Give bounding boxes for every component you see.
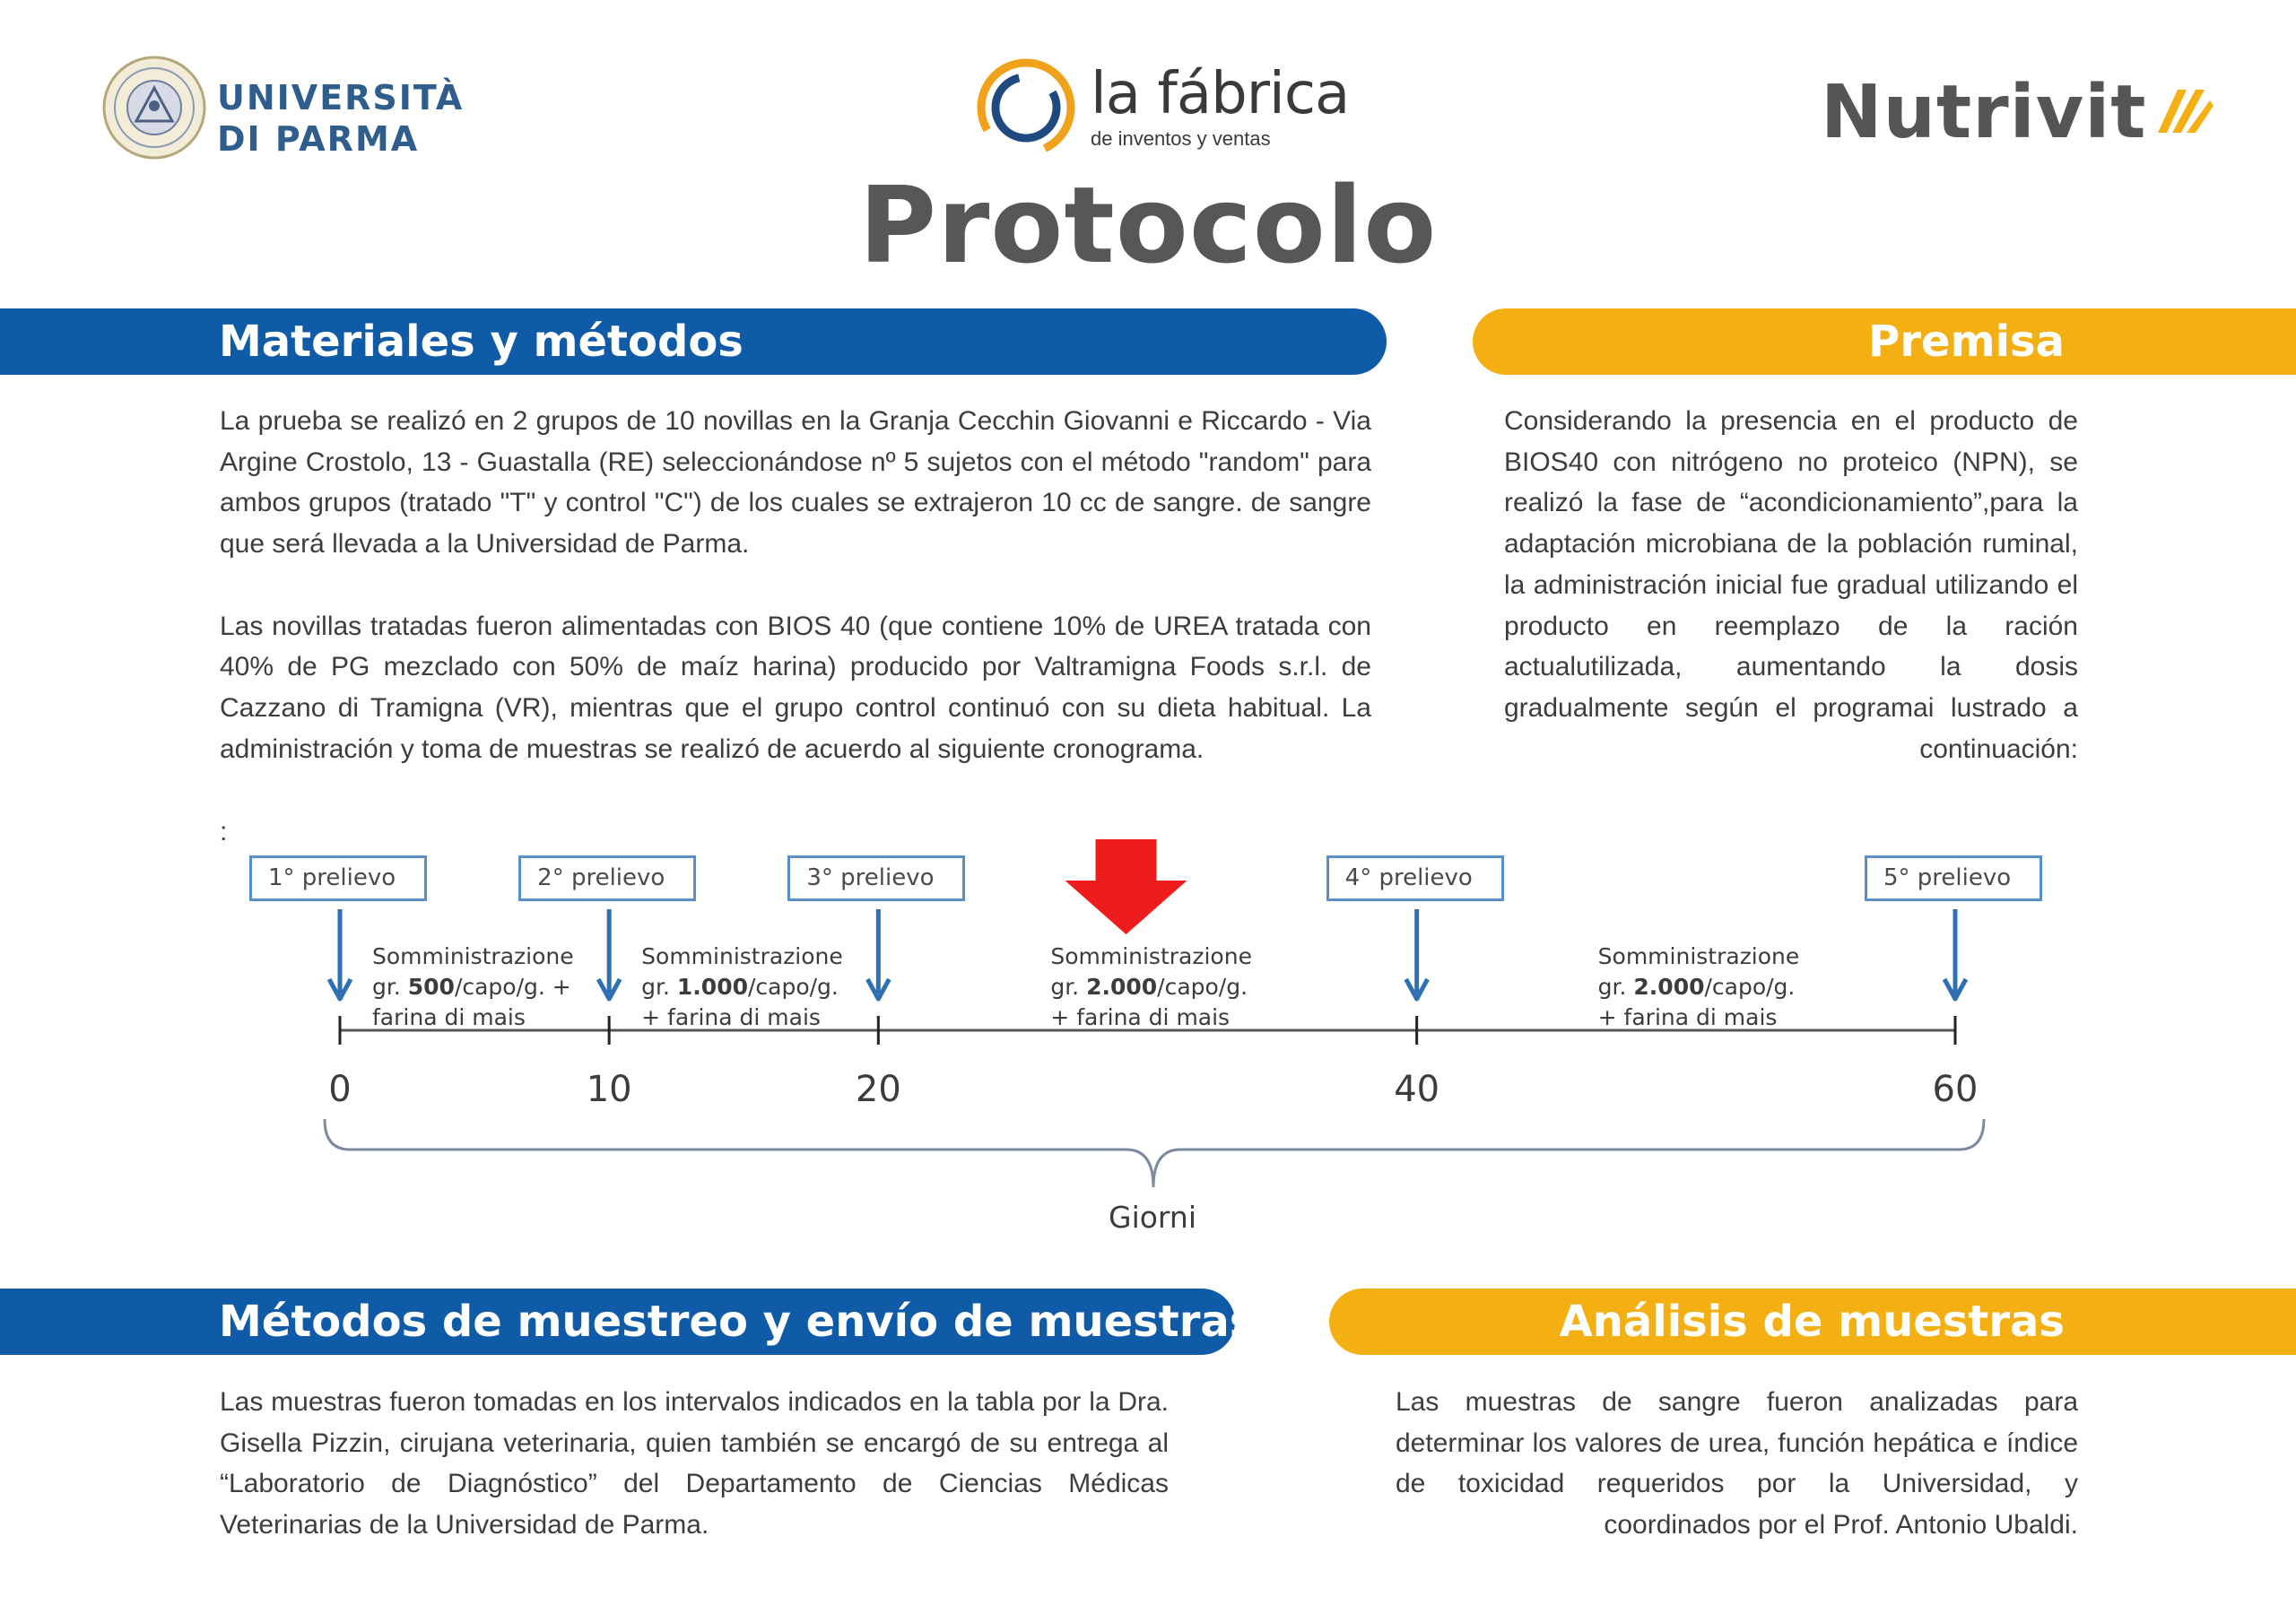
nutrivit-name: Nutrivit: [1821, 70, 2147, 155]
sampling-timeline: [0, 834, 2296, 1246]
period-label-line2: [372, 972, 574, 1002]
premisa-heading: Premisa: [1473, 308, 2296, 375]
dose-change-red-arrow-icon: [1065, 839, 1187, 934]
period-label-line3: + farina di mais: [641, 1004, 821, 1030]
dose-unit: /capo/g.: [747, 974, 839, 1000]
premisa-body: Considerando la presencia en el producto de BIOS40 con nitrógeno no proteico (NPN), se realizó la fase de “acondicionamiento”,para la adaptación microbiana de la población ruminal, la administración inicial fue gradual utilizando el producto en reemplazo de la ración actualutilizada, aumentando la dosis gradualmente según el programai lustrado a continuación:: [1504, 406, 2078, 764]
dose-unit: /capo/g. +: [454, 974, 571, 1000]
page-title: Protocolo: [858, 163, 1438, 287]
dose-value: 2.000: [1633, 974, 1705, 1000]
day-label-40: 40: [1394, 1069, 1440, 1110]
nutrivit-stripes-icon: [2151, 86, 2213, 135]
dose-unit: /capo/g.: [1704, 974, 1796, 1000]
period-label-line3: + farina di mais: [1050, 1004, 1231, 1030]
period-label-line2: [1050, 972, 1252, 1002]
axis-label-giorni: Giorni: [1108, 1200, 1197, 1235]
university-name-line2: DI PARMA: [217, 119, 420, 159]
giorni-brace: [325, 1119, 1984, 1187]
dose-prefix: gr.: [1050, 974, 1087, 1000]
dose-unit: /capo/g.: [1157, 974, 1248, 1000]
period-label-line1: Somministrazione: [641, 943, 843, 969]
day-label-0: 0: [328, 1069, 352, 1110]
analisis-heading: Análisis de muestras: [1329, 1289, 2296, 1355]
fabrica-ring-icon: [972, 54, 1080, 161]
sample-box-2: 2° prelievo: [518, 855, 696, 901]
la-fabrica-logo: [972, 54, 1349, 166]
university-of-parma-logo: [100, 54, 465, 166]
day-label-20: 20: [855, 1069, 901, 1110]
materiales-heading: Materiales y métodos: [0, 308, 1387, 375]
sample-box-5: 5° prelievo: [1865, 855, 2042, 901]
sample-box-3: 3° prelievo: [787, 855, 965, 901]
fabrica-tagline: de inventos y ventas: [1091, 127, 1271, 150]
period-label-line1: Somministrazione: [1050, 943, 1252, 969]
dose-value: 1.000: [676, 974, 748, 1000]
day-label-60: 60: [1932, 1069, 1979, 1110]
sample-box-4: 4° prelievo: [1326, 855, 1504, 901]
metodos-body: Las muestras fueron tomadas en los intervalos indicados en la tabla por la Dra. Gisella Pizzin, cirujana veterinaria, quien también se encargó de su entrega al “Laboratorio de Diagnóstico” del Departamento de Ciencias Médicas Veterinarias de la Universidad de Parma.: [220, 1387, 1169, 1541]
analisis-body: Las muestras de sangre fueron analizadas para determinar los valores de urea, función hepática e índice de toxicidad requeridos por la Universidad, y coordinados por el Prof. Antonio Ubaldi.: [1396, 1387, 2078, 1541]
period-label-2: [641, 942, 843, 1033]
period-label-line1: Somministrazione: [372, 943, 574, 969]
period-label-line2: [641, 972, 843, 1002]
materiales-trailing-mark: :: [220, 817, 228, 846]
period-label-4: [1598, 942, 1800, 1033]
dose-prefix: gr.: [372, 974, 408, 1000]
day-label-10: 10: [586, 1069, 632, 1110]
dose-prefix: gr.: [1597, 974, 1634, 1000]
fabrica-name: la fábrica: [1091, 61, 1350, 127]
sample-box-1: 1° prelievo: [249, 855, 427, 901]
materiales-paragraph-1: La prueba se realizó en 2 grupos de 10 novillas en la Granja Cecchin Giovanni e Riccardo - Via Argine Crostolo, 13 - Guastalla (RE) seleccionándose nº 5 sujetos con el método "random" para ambos grupos (tratado "T" y control "C") de los cuales se extrajeron 10 cc de sangre. de sangre que será llevada a la Universidad de Parma.: [220, 406, 1371, 560]
dose-value: 500: [407, 974, 455, 1000]
materiales-paragraph-2: Las novillas tratadas fueron alimentadas con BIOS 40 (que contiene 10% de UREA tratada con 40% de PG mezclado con 50% de maíz harina) producido por Valtramigna Foods s.r.l. de Cazzano di Tramigna (VR), mientras que el grupo control continuó con su dieta habitual. La administración y toma de muestras se realizó de acuerdo al siguiente cronograma.: [220, 611, 1371, 764]
materiales-body: [220, 401, 1371, 769]
period-label-1: [372, 942, 574, 1033]
period-label-3: [1050, 942, 1252, 1033]
university-name-line1: UNIVERSITÀ: [217, 78, 465, 117]
period-label-line3: farina di mais: [372, 1004, 526, 1030]
metodos-heading: Métodos de muestreo y envío de muestras: [0, 1289, 1235, 1355]
dose-value: 2.000: [1086, 974, 1158, 1000]
period-label-line3: + farina di mais: [1597, 1004, 1778, 1030]
period-label-line2: [1598, 972, 1800, 1002]
dose-prefix: gr.: [641, 974, 677, 1000]
nutrivit-logo: [1821, 70, 2215, 160]
period-label-line1: Somministrazione: [1597, 943, 1800, 969]
university-seal-icon: [100, 54, 208, 161]
